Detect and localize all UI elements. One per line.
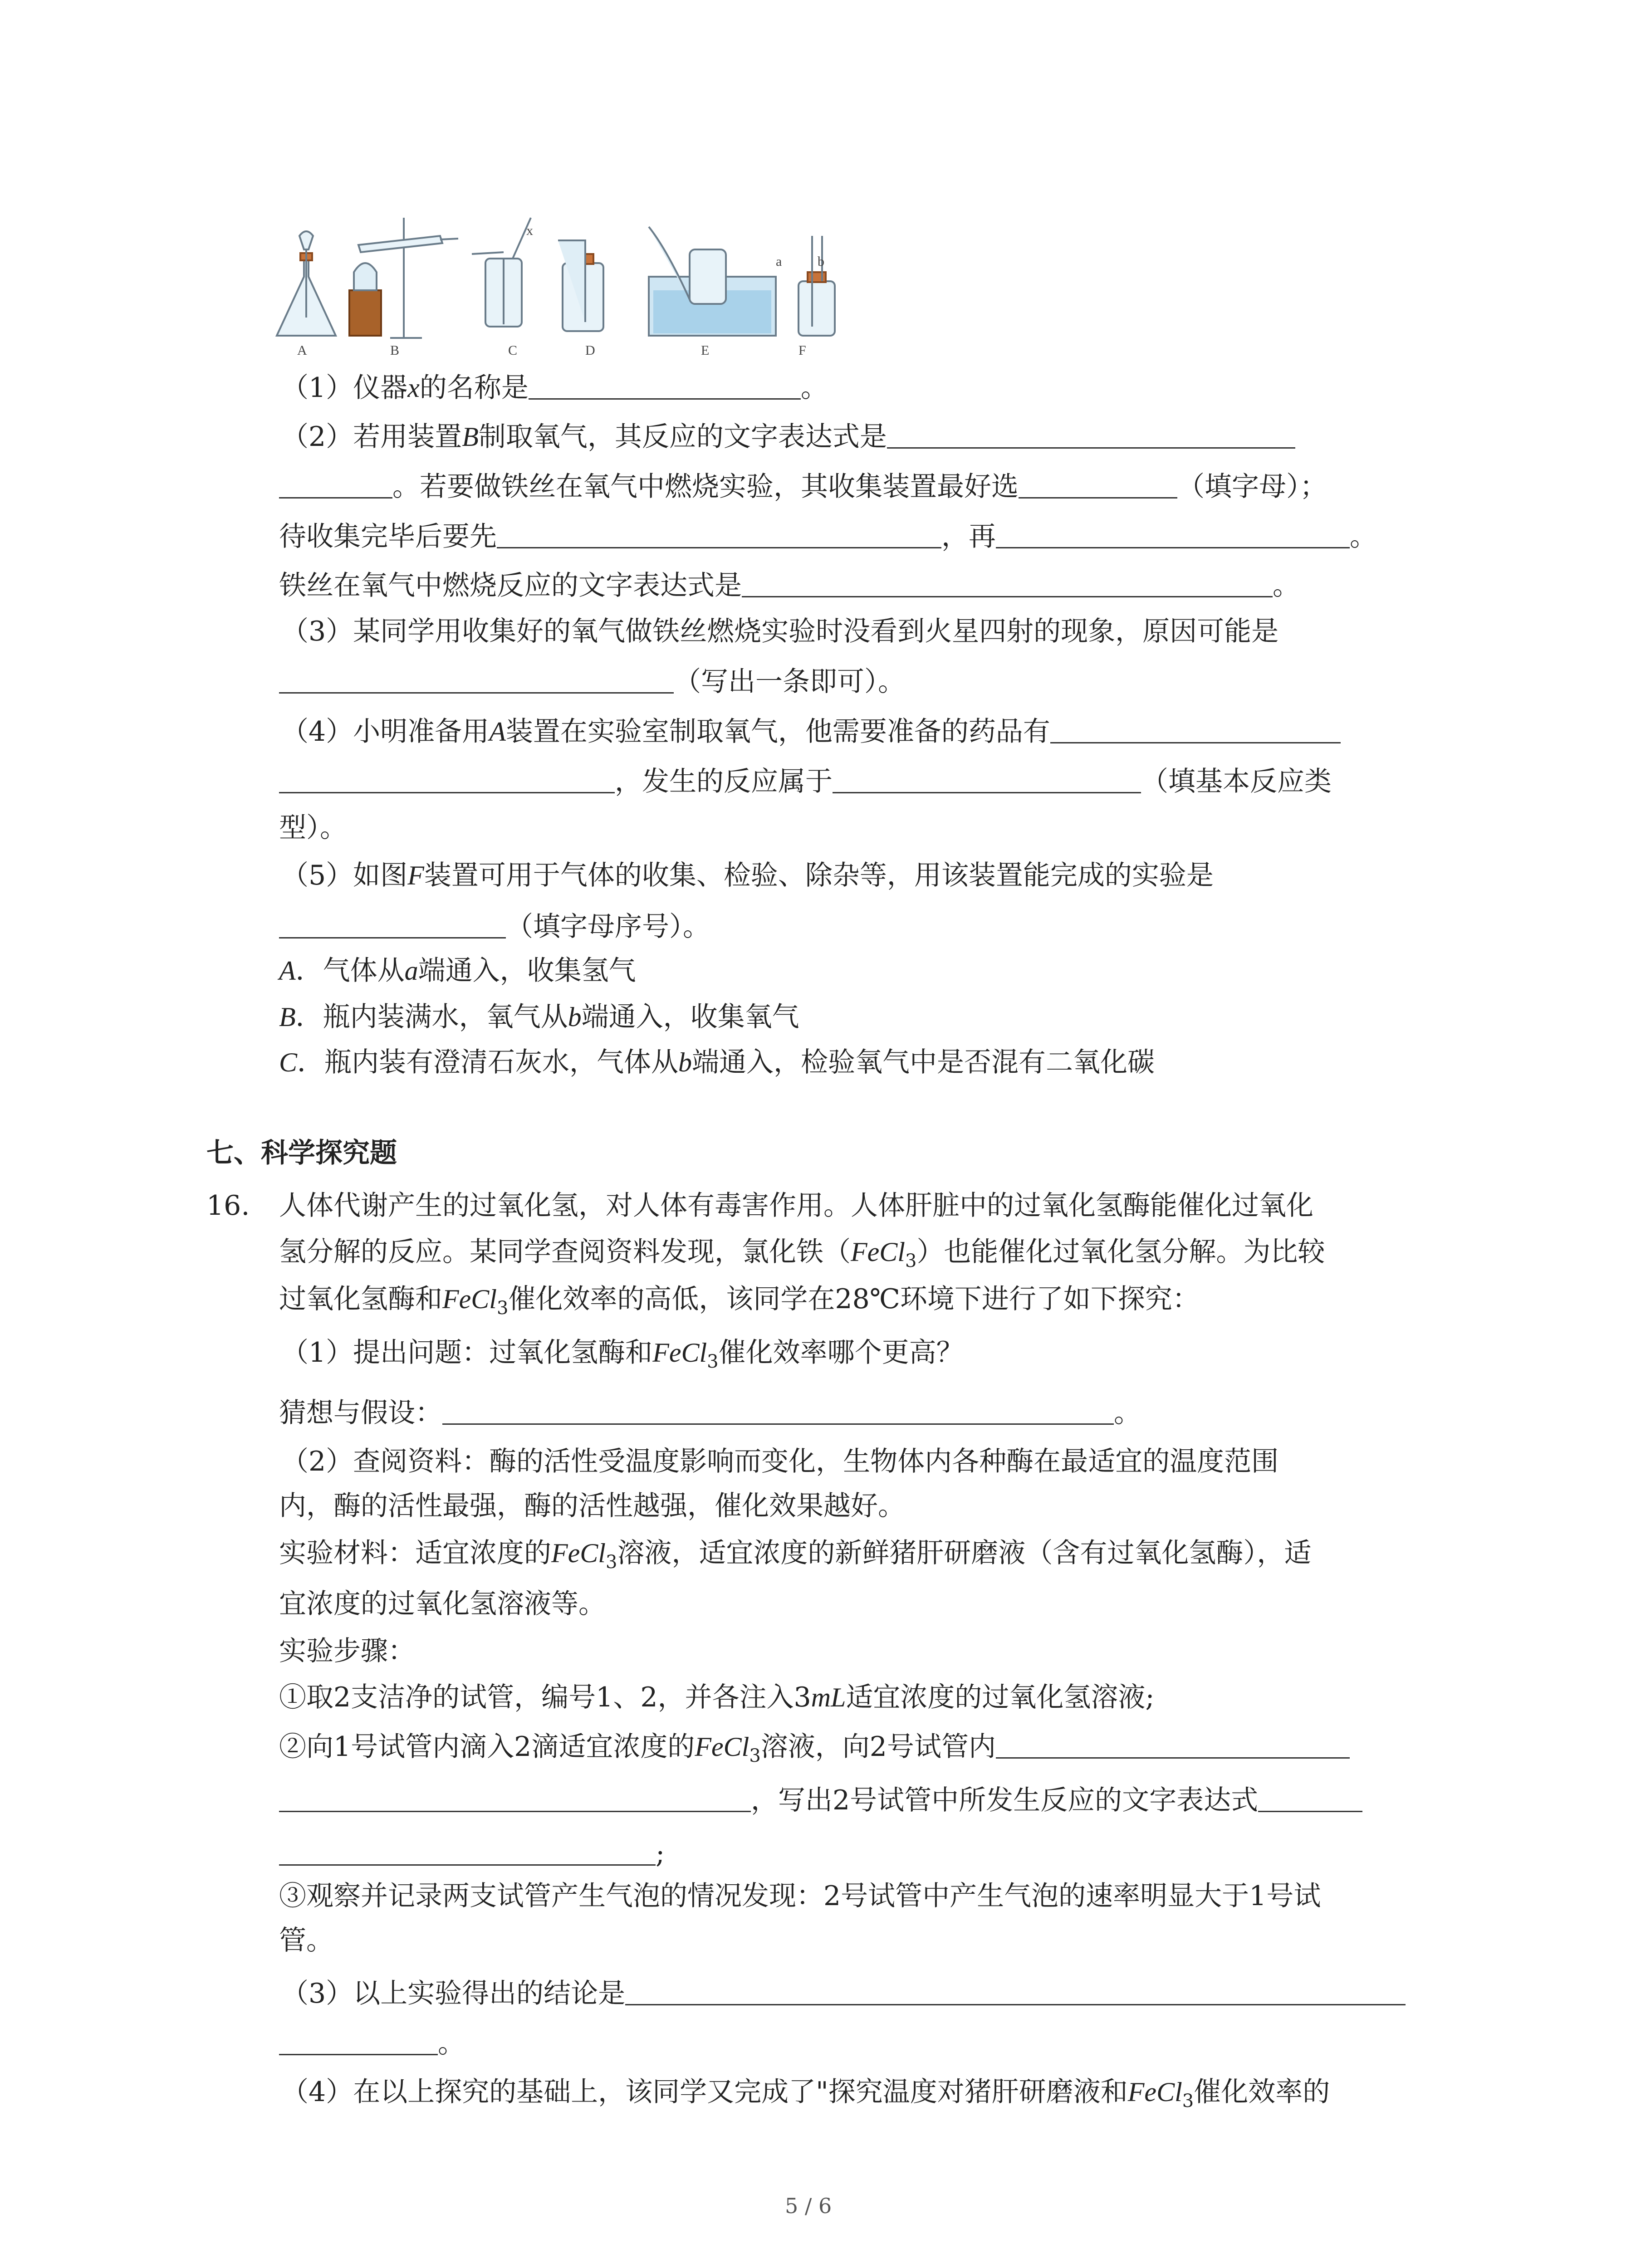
q16-step3-line2: 管。 <box>279 1925 333 1956</box>
answer-blank[interactable] <box>529 373 801 400</box>
apparatus-label-e: E <box>701 343 710 358</box>
label-b: b <box>818 254 824 269</box>
q16-part2-line2: 内，酶的活性最强，酶的活性越强，催化效果越好。 <box>279 1490 905 1522</box>
answer-blank[interactable] <box>833 767 1141 793</box>
q16-part1: （1）提出问题：过氧化氢酶和FeCl$_3$催化效率哪个更高？ <box>281 1337 964 1372</box>
answer-blank[interactable] <box>279 1785 751 1812</box>
answer-blank[interactable] <box>279 767 615 793</box>
q15-part2-line1: （2）若用装置B制取氧气，其反应的文字表达式是 <box>281 422 1295 450</box>
page-number: 5 / 6 <box>785 2194 832 2218</box>
apparatus-figure <box>268 209 857 363</box>
q15-part3-line2: （写出一条即可）。 <box>279 667 905 695</box>
q15-part3-line1: （3）某同学用收集好的氧气做铁丝燃烧实验时没看到火星四射的现象，原因可能是 <box>281 616 1279 647</box>
answer-blank[interactable] <box>1019 472 1177 499</box>
q16-number: 16. <box>206 1190 250 1222</box>
answer-blank[interactable] <box>279 2028 438 2055</box>
q16-line1: 人体代谢产生的过氧化氢，对人体有毒害作用。人体肝脏中的过氧化氢酶能催化过氧化 <box>279 1190 1313 1222</box>
q16-materials-line2: 宜浓度的过氧化氢溶液等。 <box>279 1588 606 1620</box>
apparatus-label-c: C <box>508 343 518 358</box>
apparatus-label-b: B <box>390 343 400 358</box>
q16-part3-line2: 。 <box>279 2028 465 2057</box>
q16-line2: 氢分解的反应。某同学查阅资料发现，氯化铁（FeCl$_3$）也能催化过氧化氢分解。为比较 <box>279 1236 1325 1271</box>
answer-blank[interactable] <box>497 522 941 548</box>
q16-part2-line1: （2）查阅资料：酶的活性受温度影响而变化，生物体内各种酶在最适宜的温度范围 <box>281 1446 1279 1477</box>
q16-hypothesis: 猜想与假设： 。 <box>279 1397 1141 1429</box>
q16-step2-line3: ; <box>279 1839 665 1867</box>
answer-blank[interactable] <box>279 667 674 694</box>
apparatus-label-a: A <box>297 343 307 358</box>
label-x: x <box>526 223 533 238</box>
answer-blank[interactable] <box>1050 717 1341 743</box>
answer-blank[interactable] <box>279 912 506 938</box>
answer-blank[interactable] <box>442 1398 1114 1425</box>
q15-part5-line2: （填字母序号）。 <box>279 912 710 940</box>
apparatus-label-f: F <box>798 343 806 358</box>
q15-part5-line1: （5）如图F装置可用于气体的收集、检验、除杂等，用该装置能完成的实验是 <box>281 860 1214 891</box>
q15-part4-line1: （4）小明准备用A装置在实验室制取氧气，他需要准备的药品有 <box>281 717 1341 745</box>
apparatus-label-d: D <box>585 343 595 358</box>
q15-part4-line3: 型）。 <box>279 812 347 844</box>
q15-part2-line4: 铁丝在氧气中燃烧反应的文字表达式是 。 <box>279 570 1300 601</box>
answer-blank[interactable] <box>887 422 1295 449</box>
q16-line3: 过氧化氢酶和FeCl$_3$催化效率的高低，该同学在28℃环境下进行了如下探究： <box>279 1283 1200 1319</box>
answer-blank[interactable] <box>625 1979 1406 2005</box>
q15-option-c: C．瓶内装有澄清石灰水，气体从b端通入，检验氧气中是否混有二氧化碳 <box>279 1046 1155 1078</box>
q16-step3-line1: ③观察并记录两支试管产生气泡的情况发现：2号试管中产生气泡的速率明显大于1号试 <box>279 1880 1321 1912</box>
answer-blank[interactable] <box>279 472 392 499</box>
answer-blank[interactable] <box>742 571 1273 597</box>
section-title: 七、科学探究题 <box>206 1137 397 1169</box>
answer-blank[interactable] <box>1258 1785 1362 1812</box>
q15-part1: （1）仪器x的名称是 。 <box>281 372 828 404</box>
q16-step2-line2: ，写出2号试管中所发生反应的文字表达式 <box>279 1785 1362 1814</box>
q15-option-b: B．瓶内装满水，氧气从b端通入，收集氧气 <box>279 1001 799 1033</box>
q15-part2-line2: 。若要做铁丝在氧气中燃烧实验，其收集装置最好选 （填字母）； <box>279 472 1327 500</box>
q16-materials-line1: 实验材料：适宜浓度的FeCl$_3$溶液，适宜浓度的新鲜猪肝研磨液（含有过氧化氢酶），适 <box>279 1537 1312 1573</box>
answer-blank[interactable] <box>279 1839 656 1866</box>
q16-step2-line1: ②向1号试管内滴入2滴适宜浓度的FeCl$_3$溶液，向2号试管内 <box>279 1732 1350 1765</box>
q15-part4-line2: ，发生的反应属于 （填基本反应类 <box>279 767 1332 795</box>
q16-steps-heading: 实验步骤： <box>279 1635 415 1667</box>
q16-part4-line1: （4）在以上探究的基础上，该同学又完成了"探究温度对猪肝研磨液和FeCl$_3$催化效率的 <box>281 2076 1330 2112</box>
q15-part2-line3: 待收集完毕后要先 ，再 。 <box>279 521 1377 552</box>
q16-part3-line1: （3）以上实验得出的结论是 <box>281 1979 1406 2007</box>
q16-step1: ①取2支洁净的试管，编号1、2，并各注入3mL适宜浓度的过氧化氢溶液; <box>279 1681 1155 1713</box>
q15-option-a: A．气体从a端通入，收集氢气 <box>279 955 636 987</box>
answer-blank[interactable] <box>996 522 1350 548</box>
answer-blank[interactable] <box>996 1732 1350 1759</box>
label-a: a <box>776 254 782 269</box>
